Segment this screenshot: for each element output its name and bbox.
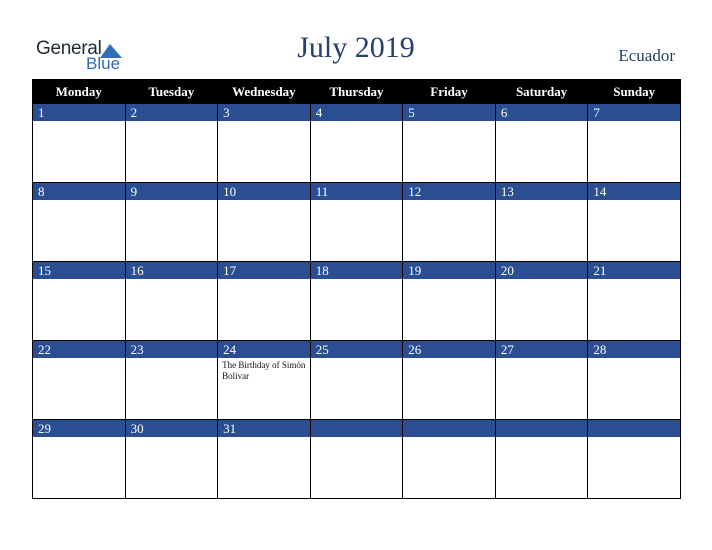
week-2-daynum-row (33, 183, 681, 201)
day-cell (310, 437, 403, 499)
day-number: 29 (33, 420, 126, 438)
day-number: 26 (403, 341, 496, 359)
day-number: 25 (310, 341, 403, 359)
day-cell (33, 358, 126, 420)
week-1-event-row (33, 121, 681, 183)
day-cell (403, 358, 496, 420)
day-cell (495, 358, 588, 420)
day-number (588, 420, 681, 438)
day-number (403, 420, 496, 438)
day-number: 28 (588, 341, 681, 359)
day-cell (495, 279, 588, 341)
day-number: 14 (588, 183, 681, 201)
day-number: 20 (495, 262, 588, 280)
day-cell (588, 279, 681, 341)
day-cell (125, 279, 218, 341)
day-number: 11 (310, 183, 403, 201)
day-number: 7 (588, 104, 681, 122)
day-cell (495, 200, 588, 262)
day-number: 17 (218, 262, 311, 280)
day-number: 30 (125, 420, 218, 438)
week-1-daynum-row (33, 104, 681, 122)
logo-word-blue: Blue (86, 54, 121, 73)
weekday-header-row (33, 80, 681, 104)
weekday-header-sunday: Sunday (588, 80, 681, 104)
day-cell (310, 358, 403, 420)
day-cell (125, 358, 218, 420)
day-cell (588, 121, 681, 183)
day-cell (33, 279, 126, 341)
day-cell (403, 279, 496, 341)
country-label: Ecuador (618, 46, 675, 65)
day-number: 2 (125, 104, 218, 122)
day-cell (403, 121, 496, 183)
day-cell (218, 121, 311, 183)
week-5-event-row (33, 437, 681, 499)
weekday-header-tuesday: Tuesday (125, 80, 218, 104)
day-number: 21 (588, 262, 681, 280)
month-calendar (32, 79, 681, 499)
day-cell (218, 437, 311, 499)
day-number: 9 (125, 183, 218, 201)
day-cell (33, 121, 126, 183)
weekday-header-thursday: Thursday (310, 80, 403, 104)
day-number: 19 (403, 262, 496, 280)
day-number: 6 (495, 104, 588, 122)
day-cell (495, 121, 588, 183)
week-2-event-row (33, 200, 681, 262)
day-cell (218, 279, 311, 341)
day-number: 16 (125, 262, 218, 280)
week-3-event-row (33, 279, 681, 341)
page-title: July 2019 (297, 31, 415, 64)
day-number: 3 (218, 104, 311, 122)
holiday-event: The Birthday of Simón Bolívar (218, 358, 311, 420)
day-number: 18 (310, 262, 403, 280)
day-number: 5 (403, 104, 496, 122)
day-number: 22 (33, 341, 126, 359)
day-number: 12 (403, 183, 496, 201)
day-number: 10 (218, 183, 311, 201)
day-cell (403, 200, 496, 262)
day-cell (125, 121, 218, 183)
weekday-header-saturday: Saturday (495, 80, 588, 104)
day-cell (588, 437, 681, 499)
day-number: 31 (218, 420, 311, 438)
week-4-daynum-row (33, 341, 681, 359)
day-number (310, 420, 403, 438)
day-cell (310, 279, 403, 341)
day-number (495, 420, 588, 438)
day-number: 1 (33, 104, 126, 122)
week-4-event-row (33, 358, 681, 420)
day-number: 27 (495, 341, 588, 359)
day-cell (33, 437, 126, 499)
weekday-header-monday: Monday (33, 80, 126, 104)
day-cell (495, 437, 588, 499)
day-cell (310, 200, 403, 262)
day-cell (125, 437, 218, 499)
day-cell (33, 200, 126, 262)
weekday-header-friday: Friday (403, 80, 496, 104)
day-number: 4 (310, 104, 403, 122)
day-cell (588, 358, 681, 420)
day-number: 15 (33, 262, 126, 280)
day-cell (125, 200, 218, 262)
day-number: 8 (33, 183, 126, 201)
day-cell (218, 200, 311, 262)
day-cell (588, 200, 681, 262)
week-5-daynum-row (33, 420, 681, 438)
logo-word-general: General (36, 38, 102, 59)
week-3-daynum-row (33, 262, 681, 280)
weekday-header-wednesday: Wednesday (218, 80, 311, 104)
day-number: 13 (495, 183, 588, 201)
day-number: 23 (125, 341, 218, 359)
day-cell (403, 437, 496, 499)
day-number: 24 (218, 341, 311, 359)
day-cell (310, 121, 403, 183)
